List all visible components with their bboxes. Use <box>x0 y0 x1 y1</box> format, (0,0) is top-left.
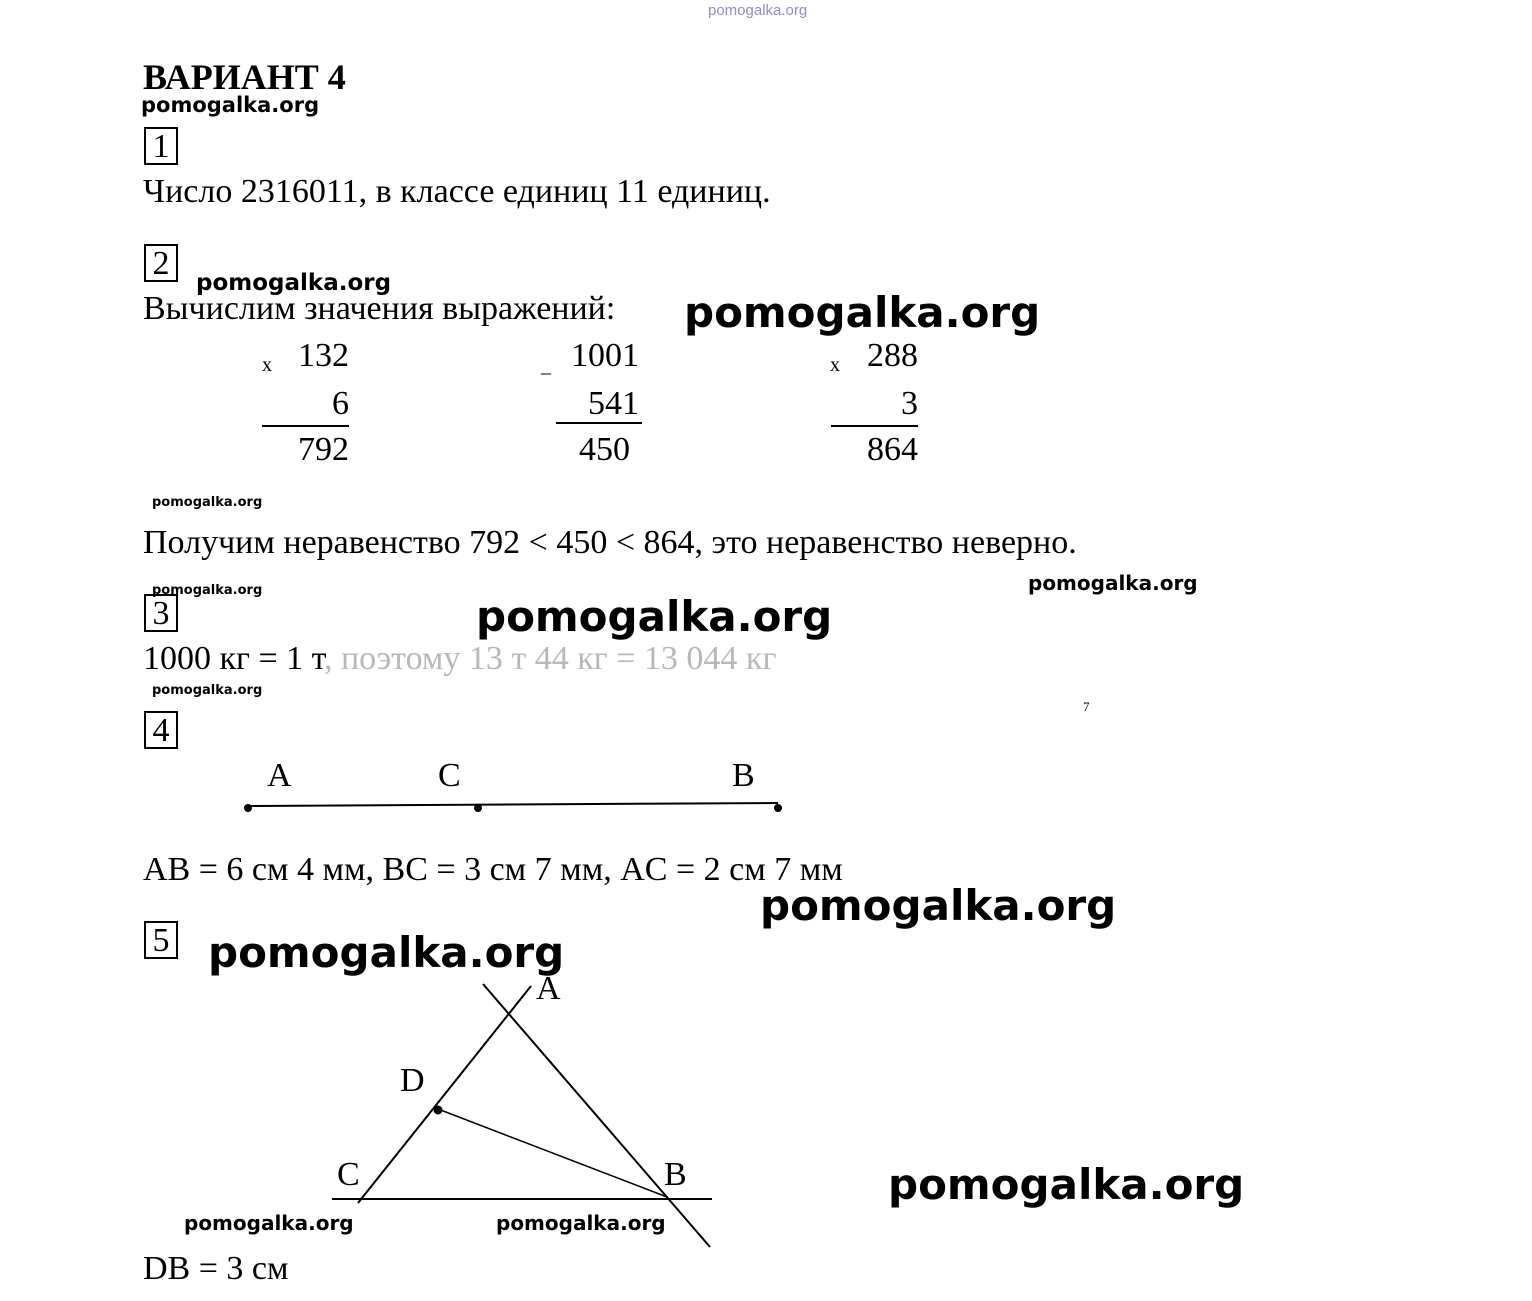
watermark: pomogalka.org <box>152 683 263 698</box>
line-db <box>438 1109 667 1197</box>
watermark: pomogalka.org <box>184 1211 354 1235</box>
task-number-2: 2 <box>144 244 178 282</box>
watermark: pomogalka.org <box>684 288 1041 337</box>
line-ca <box>358 986 531 1203</box>
page-title: ВАРИАНТ 4 <box>143 57 346 97</box>
label-point-c: C <box>438 757 461 794</box>
watermark: pomogalka.org <box>152 495 263 510</box>
label-triangle-b: B <box>664 1156 687 1193</box>
task-3-text-faded: , поэтому 13 т 44 кг = 13 044 кг <box>323 640 777 677</box>
task-number-3: 3 <box>144 594 178 632</box>
task-1-text: Число 2316011, в классе единиц 11 единиц. <box>143 173 771 210</box>
calc1-operand-a: 132 <box>298 337 349 374</box>
point-b <box>774 804 782 812</box>
calc3-operand-a: 288 <box>867 337 918 374</box>
label-point-b: B <box>732 757 755 794</box>
stray-mark: 7 <box>1083 699 1090 714</box>
watermark-top: pomogalka.org <box>708 2 808 19</box>
task-number-1: 1 <box>144 127 178 165</box>
watermark: pomogalka.org <box>141 93 320 117</box>
multiply-sign: x <box>262 354 272 376</box>
task-number-4: 4 <box>144 711 178 749</box>
watermark: pomogalka.org <box>1028 571 1198 595</box>
watermark: pomogalka.org <box>152 583 263 598</box>
watermark: pomogalka.org <box>760 881 1117 930</box>
calc1-operand-b: 6 <box>332 385 349 422</box>
task-3-text-main: 1000 кг = 1 т <box>143 640 324 677</box>
task-number-5: 5 <box>144 921 178 959</box>
calc2-operand-b: 541 <box>588 385 639 422</box>
calc3-operand-b: 3 <box>901 385 918 422</box>
line-ab <box>483 984 710 1247</box>
point-d <box>434 1106 443 1115</box>
label-triangle-d: D <box>400 1062 425 1099</box>
calc2-operand-a: 1001 <box>571 337 639 374</box>
label-point-a: A <box>267 757 292 794</box>
calc2-result: 450 <box>579 431 630 468</box>
point-a <box>244 804 252 812</box>
watermark: pomogalka.org <box>888 1160 1245 1209</box>
point-c <box>474 804 482 812</box>
watermark: pomogalka.org <box>196 270 392 296</box>
multiply-sign: x <box>830 354 840 376</box>
task-2-conclusion: Получим неравенство 792 < 450 < 864, это неравенство неверно. <box>143 524 1077 561</box>
label-triangle-c: C <box>337 1156 360 1193</box>
watermark: pomogalka.org <box>208 928 565 977</box>
task-2-intro: Вычислим значения выражений: <box>143 290 616 327</box>
calc1-result: 792 <box>298 431 349 468</box>
calc3-result: 864 <box>867 431 918 468</box>
watermark: pomogalka.org <box>476 592 833 641</box>
watermark: pomogalka.org <box>496 1211 666 1235</box>
label-triangle-a: A <box>536 970 561 1007</box>
minus-sign: _ <box>541 355 551 377</box>
segment-ab <box>247 803 778 806</box>
task-4-text: AB = 6 см 4 мм, BC = 3 см 7 мм, AC = 2 см 7 мм <box>143 851 843 888</box>
task-5-answer: DB = 3 см <box>143 1250 289 1287</box>
